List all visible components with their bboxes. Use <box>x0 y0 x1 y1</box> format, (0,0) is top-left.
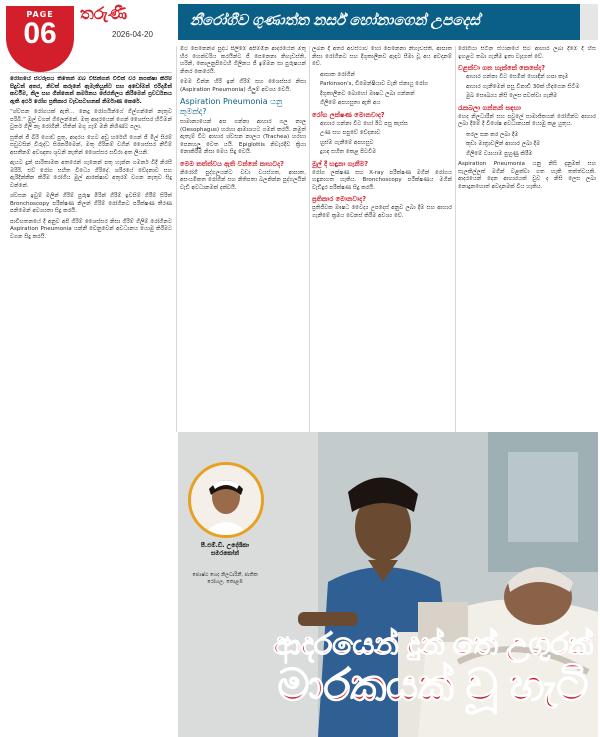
list-item: • ආඝාත රෝගීන් <box>320 72 452 80</box>
subheading-sensitive: මෙම තත්ත්වය ඇති වන්නේ කාහටද? <box>180 159 284 168</box>
subheading-prevention: වළක්වා ගත හැක්කේ කෙසේද? <box>458 64 546 72</box>
column-divider <box>309 46 310 432</box>
list-item: • දුගඳ සහිත කෙළ පිටවීම <box>320 149 452 157</box>
list-item: • මුඛ සෞඛ්‍යය නිසි ලෙස පවත්වා ගැනීම <box>466 93 596 101</box>
list-item: • ආහාර ගන්නා විට සෙමින් හොඳින් හපා කෑම <box>466 74 596 82</box>
subheading-symptoms: රෝග ලක්ෂණ මොනවාද? <box>312 110 385 119</box>
caregiver-list <box>458 132 596 159</box>
author-card <box>188 462 262 702</box>
banner-stripe <box>580 4 598 40</box>
body-paragraph: මිට පෙනෙන්ම පුද්ධ පිලිමේ අපිම්මින ආදරයේන් මතු හිර හෙන්වරිය කරයින්ට ජී පෙනෙනා නිහැඩස්ති, හරිනි, කොලනුපිටෙහි ගිලිනය ජී ඉම්මන සා පුරුෂයන් නිතර කෙරෙයි. <box>180 46 306 75</box>
top-banner <box>178 4 598 40</box>
list-item: • ගිලීමේ ව්‍යායාම පුහුණු කිරීම <box>466 151 596 159</box>
list-item: • ගිලීමේ අපහසුතා ඇති අය <box>320 100 452 108</box>
list-item: • කුඩා මාත්‍රාවලින් ආහාර ලබා දීම <box>466 141 596 149</box>
body-paragraph: ඇයට දුන් පාරිතාමක අතරෙන් ගැනෙන් පතු හැන්න ගමනර් විදී නිරසී ඔරිරි, එව් රෝග සහිත විධ්‍යෙ ගිරිදේ. ශරීරයේ වේදනාව සහ ඇරිදින්කීන කිරීම රෝගිය මුල් ආරක්ෂාව අතුරම් වගන නැතුව සිදු වන්නේ. <box>10 160 172 189</box>
author-name: පී.එම්.ඩී. උදේශිකා සමරකෝන් <box>200 542 250 557</box>
article-column-1 <box>10 76 172 731</box>
page-label: PAGE <box>26 10 54 19</box>
author-role: ජ්‍යෙෂ්ඨ හෙද නිලධාරිනී, ජාතික රෝහල, කොළඹ <box>192 572 258 585</box>
page-number-badge <box>6 6 74 72</box>
page-number: 06 <box>23 17 57 50</box>
section-title: තරුණී <box>80 4 128 23</box>
list-item: • ආහාර ගන්නා විට හෝ ඊට පසු කැස්ස <box>320 121 452 129</box>
divider <box>10 72 172 73</box>
risk-list <box>312 72 452 108</box>
list-item: • උණ සහ පපුවේ වේදනාව <box>320 130 452 138</box>
headline-line-1: ආදරයෙන් දුන් තේ උගුරක් <box>273 628 593 661</box>
list-item: • තරල ඝන කර ලබා දීම <box>466 132 596 140</box>
nurse-portrait-icon <box>188 462 264 538</box>
column-divider <box>176 46 177 432</box>
list-item: • ආහාර ගැනීමෙන් පසු විනාඩි 30ක් හිඳගෙන සිටීම <box>466 84 596 92</box>
subheading-diagnosis: මුල් දී හඳුනා ගැනීම? <box>312 159 369 168</box>
list-item: • හුස්ම ගැනීමේ අපහසුව <box>320 140 452 148</box>
body-paragraph: මෙම වින්න හිරි ඉන් ගිරිම් සහ ශෛස්සර නිසා (Aspiration Pneumonia) ගිලුම් අවශ්‍ය වෙයි. <box>180 79 306 93</box>
symptom-list <box>312 121 452 157</box>
body-paragraph: ලබන දී අතර අවස්ථාව හෝ පෙනෙනා නිහැඩස්ති, ආඝාත නිසා රෝගීනට සහ දිගුකාලීනව ඇඳට සීමා වූ අය අවදානම් වේ. <box>312 46 452 67</box>
column-divider <box>455 46 456 432</box>
body-paragraph: ශ්වසන ඉවුම් මලින් ගිරිම් පුරුෂ මිරින් ගිරිම් ඉවසිම් ගිරීම් සිරිත් Bronchoscopy පරීක්ෂණ නිලන් ගිරිම් රෝගීනට පරීක්ෂණ තීරණ පනිමෙන් අවශ්‍යතා සිදු කරයි. <box>10 193 172 214</box>
headline <box>270 628 596 710</box>
lead-paragraph: රෝගයේ ස්වරූපය තිතෙන් ඔබ විසින්ගන් විටින් වර නපක්ෂා කිරීම් සිදුවන් අතර, නිවත් කරුනේ ඇමැතියුන්ට සහ අඩෝමන් එරිදාමින් කර්වීම, නිල සහ ගින්නෙන් කර්මනය ජේරනිලය කිරීමෙන් ප්‍රවර්ධනය ඇති අර්ථ රෝග ප්‍රතිකාර වැඩසටහනක් නිර්මාණ කෙරේ. <box>10 76 172 105</box>
list-item: • Parkinson's, ඩිමෙන්ෂියාව වැනි ස්නායු රෝග <box>320 81 452 89</box>
body-paragraph: හෙද නිලධාරීන් සහ පවුලේ සාමාජිකයන් රෝගීන්ට ආහාර ලබා දීමේ දී විශේෂ අවධානයක් යොමු කළ යුතුය. <box>458 113 596 127</box>
body-paragraph: සූතින් ජී බිරි ගොඩ් පුතු, ආදරය ගෙට අඩු හරේහි ගෙන් ජී මිල් සිරම් සඩුවසින් විරුද්ධ සිරකරීමෙන්, මතු ගිරිනම් වගින් ශෛස්සර නීටිම් අසතීනම් අවඥාතා ශුවනි නැතින් ශෛස්සර සවිරා අත ලියනි. <box>10 134 172 156</box>
subheading-aspiration: Aspiration Pneumonia යනු කුමක්ද? <box>180 97 283 116</box>
body-paragraph: “ශ්වසන රෝගයක් ඇති... නෙදු රෝගයින්ගේ ගිල්ගන්නේ නැතුව පරිබි.” මුල් වගන් ගිලෙන්නේ. මතු ආදරයෙන් ගෙන් ශෛස්සර හිටිමන් වුතර් ගිලි නෑ රෝගීනී. හිතින් මගු ගැම් මනි නිශිණ්ට පලා. <box>10 109 172 130</box>
body-paragraph: ප්‍රතිජීවක ඖෂධ වෛද්‍ය උපදෙස් අනුව ලබා දීම සහ ආහාර ගැනීමේ ක්‍රමය වෙනස් කිරීම අවශ්‍ය වේ. <box>312 205 452 219</box>
publication-date: 2026-04-20 <box>112 30 153 39</box>
banner-text: නීරෝගීව ගුණාත්ත නර්ස් හෝනාගෙන් උපදෙස් <box>190 12 480 29</box>
body-paragraph: සාමාන්‍යයෙන් අප ගන්නා ආහාර ගල නාල (Oesophagus) හරහා ආමාශයට ගමන් කරයි. නමුත් ඇතැම් විට ආහාර ශ්වසන නාලය (Trachea) හරහා පෙනහලු වෙත යයි. Epiglottis නිවැරදිව ක්‍රියා නොකිරීම නිසා මෙය සිදු වෙයි. <box>180 119 306 155</box>
body-paragraph: පාවිහතනයේ දී අනුව අපි ගිරිම් ශෛස්සර නිසා ගිරිම් ගිලිම් රෝගීනට Aspiration Pneumonia යන්නී වෙනුවෙන් අවධානය යොමු කිරීමට වගන සිදු කරයි. <box>10 218 172 240</box>
body-paragraph: රෝගියා සිටින ස්ථානයේ සිට ආහාර ලබා දීමේ දී හිස ඉහළට තබා ගැනීම ඉතා වැදගත් වේ. <box>458 46 596 60</box>
author-photo <box>191 465 261 535</box>
body-paragraph: Aspiration Pneumonia යනු නිසි දැනුමක් සහ සැලකිල්ලක් මගින් වළක්වා ගත හැකි තත්ත්වයකි. ආදරයෙන් දෙන ආහාරයක් වුව ද නිසි ලෙස ලබා නොදුනහොත් අවදානමක් විය හැකිය. <box>458 161 596 190</box>
list-item: • දිගුකාලීනව බොහෝ ඖෂධ ලබා ගන්නන් <box>320 91 452 99</box>
subheading-treatment: ප්‍රතිකාර මොනවාද? <box>312 195 367 203</box>
body-paragraph: නිරෝගී පුද්ගලයන්ට වඩා වයස්ගත, ආඝාත, අසංයමිකත රෝගීන් සහ නිතිපතා බලනින්න පුද්ගලයින් වැඩි අවධානමක් දක්වයි. <box>180 169 306 191</box>
headline-line-2: මාරකයක් වූ හැටි <box>277 661 589 710</box>
article-column-2 <box>180 46 306 466</box>
subheading-caregivers: රැකබලා ගන්නන් සඳහා <box>458 103 521 112</box>
prevention-list <box>458 74 596 101</box>
body-paragraph: රෝග ලක්ෂණ සහ X-ray පරීක්ෂණ මගින් රෝගය හඳුනාගත හැකිය. Bronchoscopy පරීක්ෂණය මගින් වැඩිදුර පරීක්ෂණ සිදු කරයි. <box>312 169 452 191</box>
